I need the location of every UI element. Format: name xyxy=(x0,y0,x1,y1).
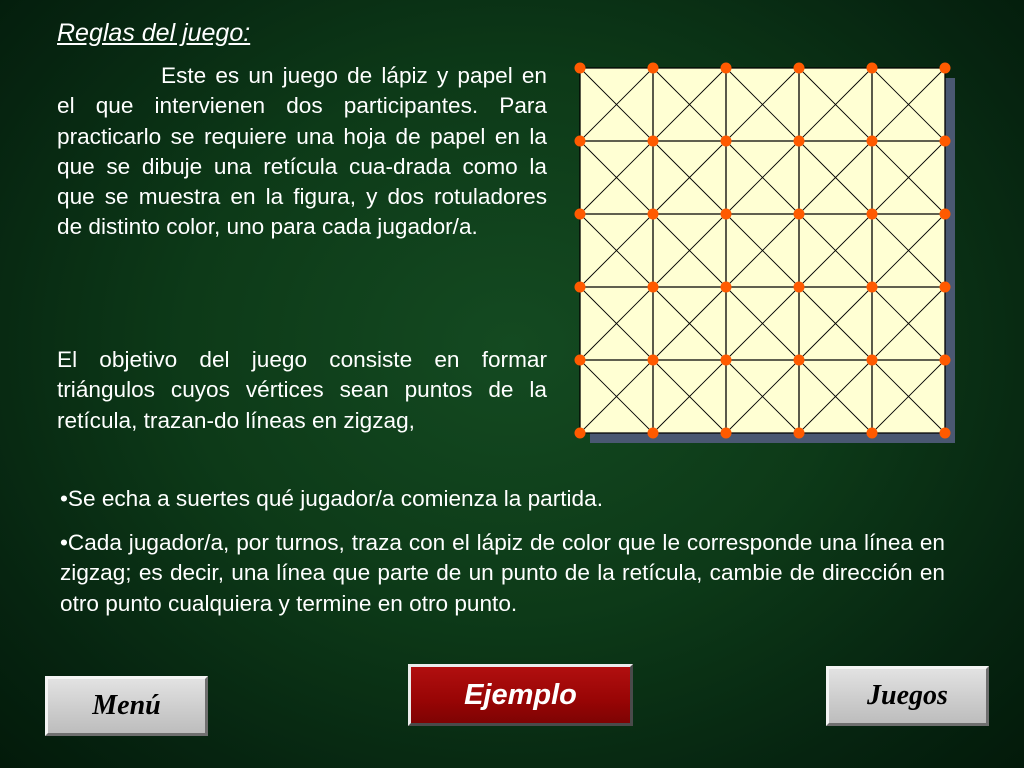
grid-vertex-dot xyxy=(575,428,586,439)
rule-bullet-turns: •Cada jugador/a, por turnos, traza con el lápiz de color que le corresponde una línea en zigzag; es decir, una línea que parte de un punto de la retícula, cambie de dirección en otro punto cualquiera y termine en otro punto. xyxy=(60,530,945,616)
grid-vertex-dot xyxy=(794,209,805,220)
grid-vertex-dot xyxy=(794,282,805,293)
grid-vertex-dot xyxy=(867,63,878,74)
grid-vertex-dot xyxy=(794,428,805,439)
grid-svg xyxy=(570,58,966,454)
grid-vertex-dot xyxy=(794,136,805,147)
grid-vertex-dot xyxy=(940,282,951,293)
grid-vertex-dot xyxy=(794,63,805,74)
grid-vertex-dot xyxy=(867,209,878,220)
menu-button[interactable]: Menú xyxy=(45,676,208,736)
grid-vertex-dot xyxy=(648,282,659,293)
ejemplo-button[interactable]: Ejemplo xyxy=(408,664,633,726)
grid-vertex-dot xyxy=(575,63,586,74)
grid-vertex-dot xyxy=(940,209,951,220)
grid-vertex-dot xyxy=(648,428,659,439)
grid-vertex-dot xyxy=(648,63,659,74)
grid-vertex-dot xyxy=(867,282,878,293)
grid-vertex-dot xyxy=(721,428,732,439)
grid-vertex-dot xyxy=(721,136,732,147)
grid-vertex-dot xyxy=(940,63,951,74)
grid-vertex-dot xyxy=(575,136,586,147)
juegos-button[interactable]: Juegos xyxy=(826,666,989,726)
objective-paragraph: El objetivo del juego consiste en formar triángulos cuyos vértices sean puntos de la retícula, trazan-do líneas en zigzag, xyxy=(57,347,547,433)
grid-vertex-dot xyxy=(648,136,659,147)
grid-vertex-dot xyxy=(648,355,659,366)
grid-vertex-dot xyxy=(721,355,732,366)
grid-vertex-dot xyxy=(867,428,878,439)
grid-vertex-dot xyxy=(940,428,951,439)
grid-vertex-dot xyxy=(721,63,732,74)
rule-bullet-start: •Se echa a suertes qué jugador/a comienza la partida. xyxy=(60,486,603,511)
intro-paragraph: Este es un juego de lápiz y papel en el que intervienen dos participantes. Para practicarlo se requiere una hoja de papel en la que se dibuje una retícula cua-drada como la que se muestra en la figura, y dos rotuladores de distinto color, uno para cada jugador/a. xyxy=(57,63,547,240)
grid-vertex-dot xyxy=(575,355,586,366)
grid-vertex-dot xyxy=(867,355,878,366)
grid-vertex-dot xyxy=(794,355,805,366)
rules-title: Reglas del juego: xyxy=(57,19,251,47)
game-grid-figure xyxy=(570,58,966,454)
grid-vertex-dot xyxy=(940,136,951,147)
grid-vertex-dot xyxy=(648,209,659,220)
grid-vertex-dot xyxy=(721,282,732,293)
grid-vertex-dot xyxy=(867,136,878,147)
grid-vertex-dot xyxy=(575,282,586,293)
grid-vertex-dot xyxy=(721,209,732,220)
grid-vertex-dot xyxy=(575,209,586,220)
grid-vertex-dot xyxy=(940,355,951,366)
